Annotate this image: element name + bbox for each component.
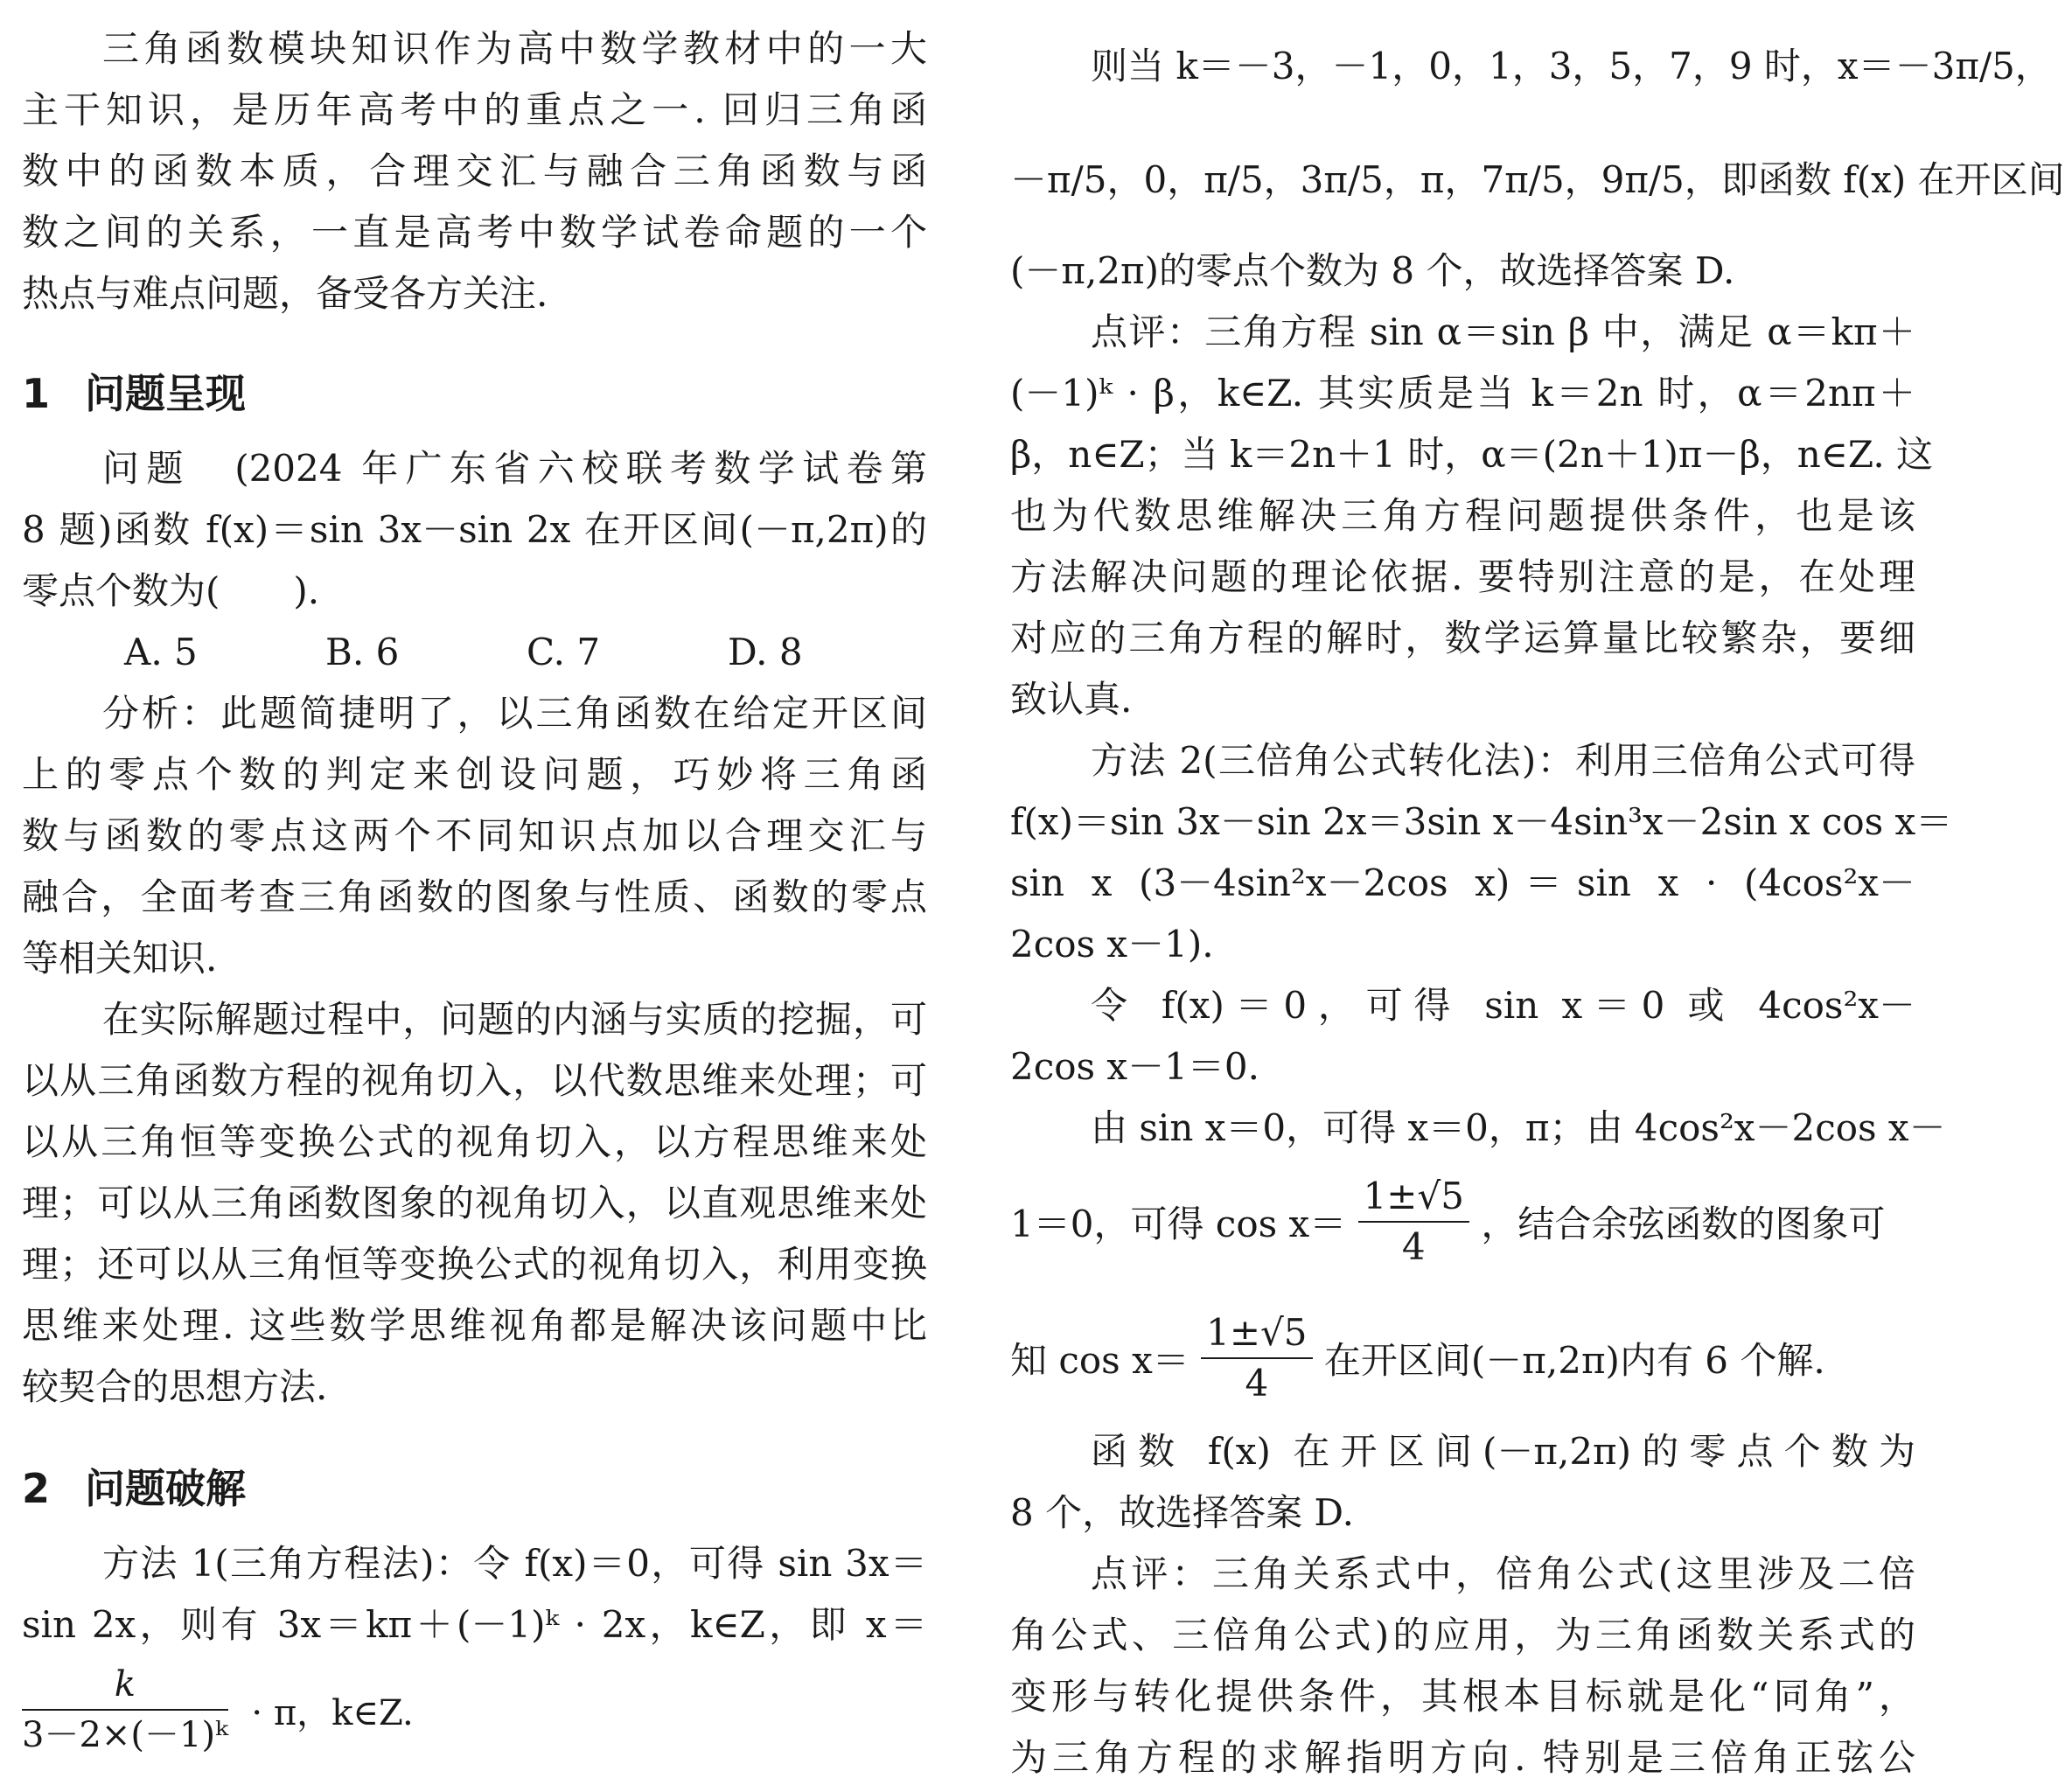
comment2-line: 变形与转化提供条件，其根本目标就是化“同角”， [1010,1675,1915,1718]
fraction [22,1660,228,1760]
analysis-line: 上的零点个数的判定来创设问题，巧妙将三角函 [22,753,927,796]
fraction-denominator: 3－2×(－1)ᵏ [22,1715,228,1755]
analysis-line: 分析：此题简捷明了，以三角函数在给定开区间 [102,692,927,735]
m1-cont-line: －π/5，0，π/5，3π/5，π，7π/5，9π/5，即函数 f(x) 在开区间 [1010,158,2065,201]
method1-line: 方法 1(三角方程法)：令 f(x)＝0，可得 sin 3x＝ [102,1542,927,1585]
intro-line: 主干知识，是历年高考中的重点之一. 回归三角函 [22,88,927,131]
practice-line: 以从三角函数方程的视角切入，以代数思维来处理；可 [22,1059,927,1102]
frac-line-pre: 1＝0，可得 cos x＝ [1010,1203,1347,1245]
comment1-line: 方法解决问题的理论依据. 要特别注意的是，在处理 [1010,555,1915,598]
fraction-tail: · π，k∈Z. [251,1692,414,1733]
analysis-line: 数与函数的零点这两个不同知识点加以合理交汇与 [22,814,927,857]
method2-line: f(x)＝sin 3x－sin 2x＝3sin x－4sin³x－2sin x cos x＝ [1010,800,1953,843]
problem-line: 问题 (2024 年广东省六校联考数学试卷第 [102,447,927,490]
comment1-line: 点评：三角方程 sin α＝sin β 中，满足 α＝kπ＋ [1091,310,1915,353]
comment2-line: 角公式、三倍角公式)的应用，为三角函数关系式的 [1010,1614,1915,1656]
m1-cont-line: (－π,2π)的零点个数为 8 个，故选择答案 D. [1010,249,1735,292]
option-b: B. 6 [325,631,400,673]
section-title: 问题破解 [85,1465,246,1512]
comment1-line: 致认真. [1010,678,1133,721]
practice-line: 思维来处理. 这些数学思维视角都是解决该问题中比 [22,1304,927,1347]
frac-line-pre: 知 cos x＝ [1010,1339,1189,1382]
analysis-line: 等相关知识. [22,937,218,980]
method2-line: 方法 2(三倍角公式转化法)：利用三倍角公式可得 [1091,739,1915,782]
intro-line: 三角函数模块知识作为高中数学教材中的一大 [102,27,927,70]
intro-line: 数之间的关系，一直是高考中数学试卷命题的一个 [22,211,927,254]
practice-line: 较契合的思想方法. [22,1365,328,1408]
comment1-line: 对应的三角方程的解时，数学运算量比较繁杂，要细 [1010,617,1915,659]
comment1-line: β，n∈Z；当 k＝2n＋1 时，α＝(2n＋1)π－β，n∈Z. 这 [1010,433,1934,476]
fraction-numerator: k [22,1660,228,1711]
method1-fraction-line [22,1660,414,1760]
frac-line-post: 在开区间(－π,2π)内有 6 个解. [1323,1339,1825,1382]
answer-options [102,628,889,677]
section-heading-2 [22,1462,246,1515]
comment1-line: 也为代数思维解决三角方程问题提供条件，也是该 [1010,494,1915,537]
section-number: 1 [22,370,51,417]
fraction-numerator: 1±√5 [1358,1172,1469,1223]
let-line: 令 f(x)＝0，可得 sin x＝0 或 4cos²x－ [1091,984,1915,1027]
analysis-line: 融合，全面考查三角函数的图象与性质、函数的零点 [22,875,927,918]
problem-line: 零点个数为( ). [22,569,320,612]
practice-line: 理；还可以从三角恒等变换公式的视角切入，利用变换 [22,1243,927,1286]
option-d: D. 8 [728,631,803,673]
fraction-denominator: 4 [1245,1362,1269,1405]
count-line: 8 个，故选择答案 D. [1010,1491,1354,1534]
count-line: 函数 f(x) 在开区间(－π,2π)的零点个数为 [1091,1430,1915,1473]
fraction [1201,1308,1312,1408]
m1-cont-line: 则当 k＝－3，－1，0，1，3，5，7，9 时，x＝－3π/5， [1091,45,2052,87]
problem-line: 8 题)函数 f(x)＝sin 3x－sin 2x 在开区间(－π,2π)的 [22,508,927,551]
from-line: 由 sin x＝0，可得 x＝0，π；由 4cos²x－2cos x－ [1091,1106,1946,1149]
section-number: 2 [22,1465,51,1512]
option-c: C. 7 [527,631,601,673]
section-heading-1 [22,367,246,420]
cos-solution-line-1 [1010,1172,1885,1272]
section-title: 问题呈现 [85,370,246,417]
method1-line: sin 2x，则有 3x＝kπ＋(－1)ᵏ · 2x，k∈Z，即 x＝ [22,1603,927,1646]
practice-line: 理；可以从三角函数图象的视角切入，以直观思维来处 [22,1182,927,1224]
comment2-line: 点评：三角关系式中，倍角公式(这里涉及二倍 [1091,1552,1915,1595]
let-line: 2cos x－1＝0. [1010,1045,1259,1088]
fraction [1358,1172,1469,1272]
comment1-line: (－1)ᵏ · β，k∈Z. 其实质是当 k＝2n 时，α＝2nπ＋ [1010,372,1915,415]
fraction-denominator: 4 [1401,1225,1426,1268]
fraction-numerator: 1±√5 [1201,1308,1312,1359]
intro-line: 数中的函数本质，合理交汇与融合三角函数与函 [22,150,927,192]
practice-line: 在实际解题过程中，问题的内涵与实质的挖掘，可 [102,998,927,1041]
cos-solution-line-2 [1010,1308,1825,1408]
practice-line: 以从三角恒等变换公式的视角切入，以方程思维来处 [22,1120,927,1163]
comment2-line: 为三角方程的求解指明方向. 特别是三倍角正弦公 [1010,1736,1915,1779]
frac-line-post: ，结合余弦函数的图象可 [1481,1203,1886,1245]
intro-line: 热点与难点问题，备受各方关注. [22,272,548,315]
method2-line: 2cos x－1). [1010,923,1214,966]
option-a: A. 5 [124,631,198,673]
method2-line: sin x (3－4sin²x－2cos x)＝sin x · (4cos²x－ [1010,861,1915,904]
